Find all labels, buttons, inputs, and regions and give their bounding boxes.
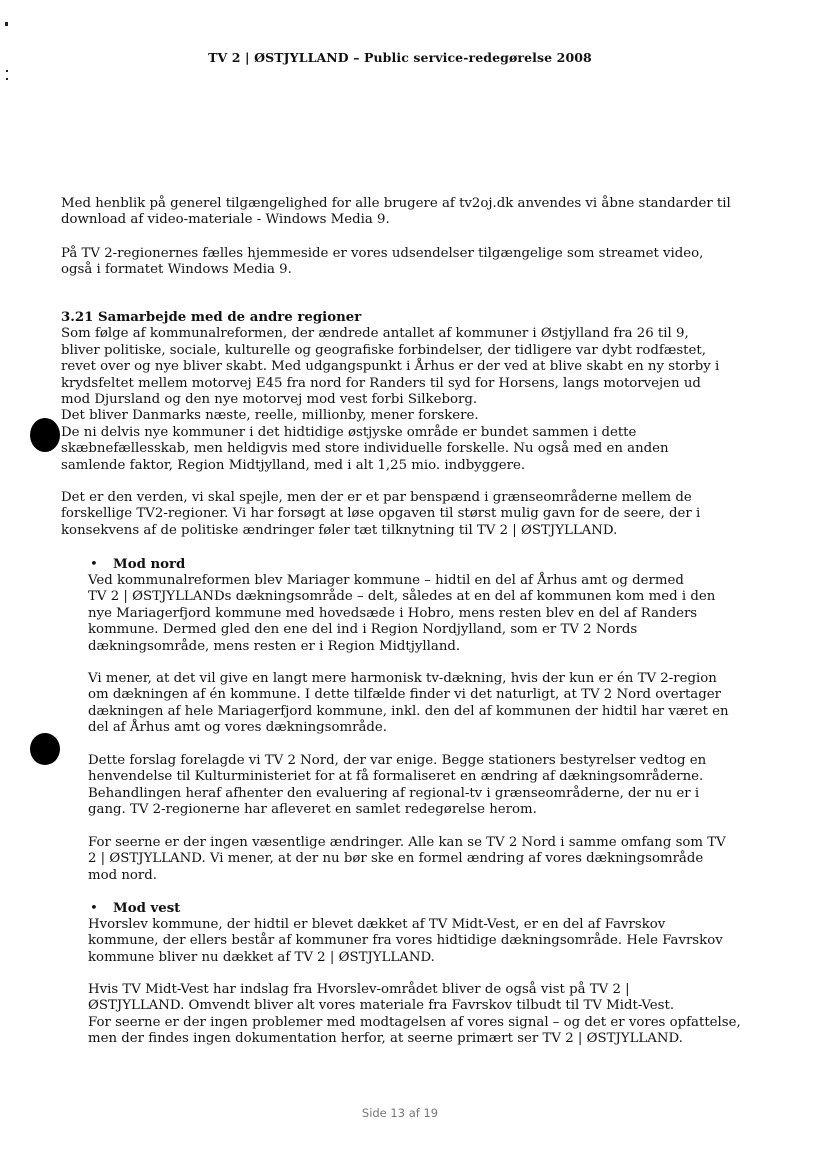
section-paragraph [61, 490, 700, 539]
north-paragraph [88, 573, 715, 655]
text-line: Det er den verden, vi skal spejle, men der er et par benspænd i grænseområderne mellem de [61, 490, 692, 505]
text-line: ØSTJYLLAND. Omvendt bliver alt vores materiale fra Favrskov tilbudt til TV Midt-Vest. [88, 998, 675, 1014]
text-line: Dette forslag forelagde vi TV 2 Nord, der var enige. Begge stationers bestyrelser vedtog en [88, 753, 707, 768]
text-line: også i formatet Windows Media 9. [61, 262, 292, 278]
text-line: bliver politiske, sociale, kulturelle og geografiske forbindelser, der tidligere var dybt rodfæstet, [61, 342, 706, 358]
scan-mark [6, 78, 8, 80]
text-line: Som følge af kommunalreformen, der ændrede antallet af kommuner i Østjylland fra 26 til 9, [61, 326, 689, 342]
west-paragraph [88, 917, 723, 966]
scan-mark [6, 70, 8, 72]
text-line: For seerne er der ingen problemer med modtagelsen af vores signal – og det er vores opfattelse, [88, 1014, 741, 1030]
text-line: dækningsområde, mens resten er i Region Midtjylland. [88, 638, 461, 654]
text-line: Vi mener, at det vil give en langt mere harmonisk tv-dækning, hvis der kun er én TV 2-region [88, 671, 717, 686]
north-paragraph [88, 671, 729, 737]
text-line: dækningen af hele Mariagerfjord kommune, inkl. den del af kommunen der hidtil har været en [88, 703, 729, 719]
section-block [61, 310, 719, 474]
text-line: Hvorslev kommune, der hidtil er blevet dækket af TV Midt-Vest, er en del af Favrskov [88, 917, 666, 932]
bullet-marker: • [90, 557, 98, 572]
text-line: mod nord. [88, 867, 158, 883]
bullet-heading-west: Mod vest [113, 901, 181, 916]
intro-paragraph [61, 246, 703, 279]
text-line: Behandlingen heraf afhenter den evaluering af regional-tv i grænseområderne, der nu er i [88, 785, 700, 801]
page-title: TV 2 | ØSTJYLLAND – Public service-redegørelse 2008 [208, 50, 592, 65]
text-line: forskellige TV2-regioner. Vi har forsøgt at løse opgaven til størst mulig gavn for de seere, der i [61, 506, 701, 522]
text-line: Det bliver Danmarks næste, reelle, millionby, mener forskere. [61, 408, 479, 424]
text-line: skæbnefællesskab, men heldigvis med store individuelle forskelle. Nu også med en anden [61, 441, 669, 457]
punch-hole [30, 733, 60, 765]
bullet-marker: • [90, 901, 98, 916]
west-paragraph [88, 982, 741, 1048]
page-number: Side 13 af 19 [361, 1106, 439, 1120]
bullet-heading-north: Mod nord [113, 557, 186, 572]
north-paragraph [88, 835, 726, 884]
scan-mark [5, 22, 8, 26]
text-line: henvendelse til Kulturministeriet for at få formaliseret en ændring af dækningsområderne. [88, 769, 704, 785]
text-line: download af video-materiale - Windows Media 9. [61, 212, 390, 228]
text-line: kommune, der ellers består af kommuner fra vores hidtidige dækningsområde. Hele Favrskov [88, 933, 723, 949]
text-line: På TV 2-regionernes fælles hjemmeside er vores udsendelser tilgængelige som streamet video, [61, 246, 704, 261]
text-line: 2 | ØSTJYLLAND. Vi mener, at der nu bør ske en formel ændring af vores dækningsområde [88, 851, 704, 867]
punch-hole [30, 418, 60, 452]
text-line: krydsfeltet mellem motorvej E45 fra nord for Randers til syd for Horsens, langs motorvejen ud [61, 375, 701, 391]
text-line: samlende faktor, Region Midtjylland, med i alt 1,25 mio. indbyggere. [61, 457, 526, 473]
section-heading: 3.21 Samarbejde med de andre regioner [61, 310, 362, 325]
text-line: men der findes ingen dokumentation herfor, at seerne primært ser TV 2 | ØSTJYLLAND. [88, 1031, 683, 1047]
text-line: kommune. Dermed gled den ene del ind i Region Nordjylland, som er TV 2 Nords [88, 622, 638, 638]
text-line: De ni delvis nye kommuner i det hidtidige østjyske område er bundet sammen i dette [61, 424, 637, 440]
text-line: mod Djursland og den nye motorvej mod vest forbi Silkeborg. [61, 392, 478, 408]
text-line: Med henblik på generel tilgængelighed for alle brugere af tv2oj.dk anvendes vi åbne standarder til [61, 196, 731, 211]
text-line: konsekvens af de politiske ændringer føler tæt tilknytning til TV 2 | ØSTJYLLAND. [61, 522, 618, 538]
intro-paragraph [61, 196, 731, 229]
text-line: Ved kommunalreformen blev Mariager kommune – hidtil en del af Århus amt og dermed [88, 573, 684, 588]
text-line: om dækningen af én kommune. I dette tilfælde finder vi det naturligt, at TV 2 Nord overtager [88, 687, 721, 703]
text-line: revet over og nye bliver skabt. Med udgangspunkt i Århus er der ved at blive skabt en ny storby i [61, 359, 720, 375]
text-line: Hvis TV Midt-Vest har indslag fra Hvorslev-området bliver de også vist på TV 2 | [88, 982, 630, 997]
text-line: TV 2 | ØSTJYLLANDs dækningsområde – delt, således at en del af kommunen kom med i den [88, 589, 716, 605]
text-line: nye Mariagerfjord kommune med hovedsæde i Hobro, mens resten blev en del af Randers [88, 605, 698, 621]
text-line: del af Århus amt og vores dækningsområde. [88, 720, 388, 736]
text-line: kommune bliver nu dækket af TV 2 | ØSTJYLLAND. [88, 949, 435, 965]
north-paragraph [88, 753, 706, 819]
text-line: gang. TV 2-regionerne har afleveret en samlet redegørelse herom. [88, 802, 537, 818]
text-line: For seerne er der ingen væsentlige ændringer. Alle kan se TV 2 Nord i samme omfang som TV [88, 835, 726, 850]
